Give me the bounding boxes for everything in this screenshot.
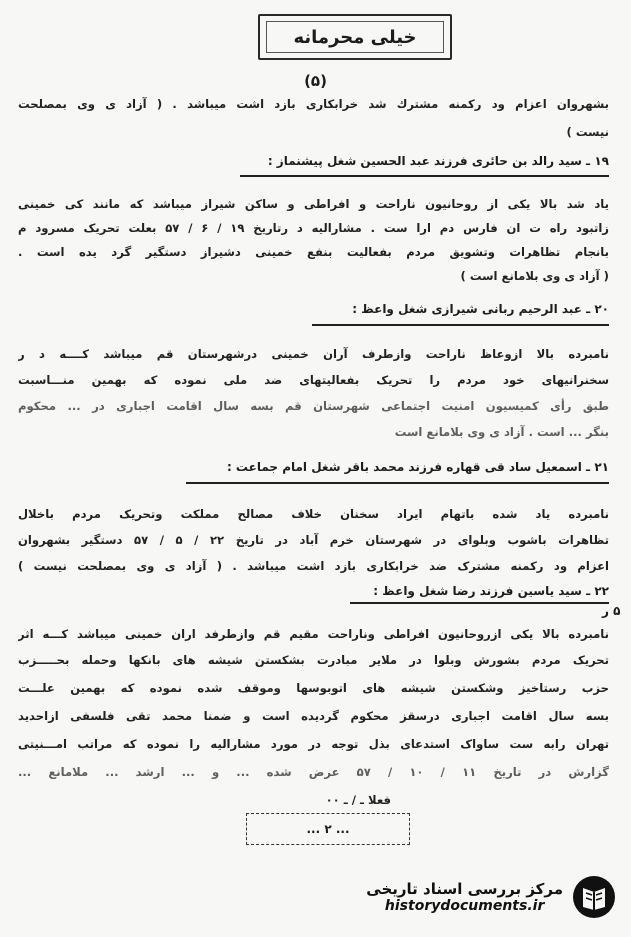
body-line: زاتبود راه ت ان فارس دم ارا ست . مشارالیه د رتاریخ ۱۹ / ۶ / ۵۷ بعلت تحریک مسرود م	[18, 221, 609, 235]
watermark-title: مرکز بررسی اسناد تاریخی	[366, 880, 563, 898]
watermark	[327, 871, 617, 923]
body-line: نامبرده بالا یکی ازروحانیون افراطی وناراحت مقیم قم وازطرفد اران خمینی میباشد کـــه اثر	[18, 627, 609, 641]
watermark-text	[366, 880, 563, 914]
body-line: حزب رستاخیز وشکستن شیشه های اتوبوسها وموقف شده نموده که بهمین علـــت	[18, 681, 609, 695]
body-line: ( آزاد ى وى بلامانع است )	[460, 269, 609, 283]
heading-underline	[186, 482, 609, 484]
body-line: فعلا ـ / ـ ۰۰	[325, 793, 391, 807]
body-line: تحریک مردم بشورش وبلوا در ملایر مبادرت بشکستن شیشه های بانکها وحمله بحـــــزب	[18, 653, 609, 667]
item-heading: ۱۹ ـ سید رالد بن حائری فرزند عبد الحسین شغل پیشنماز :	[267, 154, 609, 168]
body-line: اعزام ود رکمنه مشترک ضد خرابکاری بازد اشت میباشد . ( آزاد ی وی بمصلحت نیست )	[18, 559, 609, 573]
bottom-stamp-text: ... ۲ ...	[306, 822, 350, 836]
item-heading: ۲۰ ـ عبد الرحیم ربانی شیرازی شغل واعظ :	[352, 302, 609, 316]
bottom-stamp	[246, 813, 410, 845]
body-line: طبق رأی کمیسیون امنیت اجتماعی شهرستان قم بسه سال اقامت اجباری در ... محکوم	[18, 399, 609, 413]
heading-underline	[312, 324, 609, 326]
body-line: بانجام تظاهرات وتشویق مردم بفعالیت بنفع خمینی دشیراز دستگیر گرد یده است .	[18, 245, 609, 259]
body-line: نامبرده بالا ازوعاظ ناراحت وازطرف آران خمینی درشهرستان قم میباشد کــــه د ر	[18, 347, 609, 361]
body-line: سخنرانیهای خود مردم را تحریک بفعالیتهای ضد ملی نموده که بهمین منـــاسبت	[18, 373, 609, 387]
body-line: نامبرده یاد شده باتهام ایراد سخنان خلاف مصالح مملکت وتحریک مردم باخلال	[18, 507, 609, 521]
classification-stamp	[258, 14, 452, 60]
heading-underline	[350, 602, 609, 604]
body-line: تظاهرات باشوب وبلوای در شهرستان خرم آباد در تاریخ ۲۲ / ۵ / ۵۷ دستگیر بشهروان	[18, 533, 609, 547]
body-line: یاد شد بالا یکی از روحانیون ناراحت و افراطی و ساکن شیراز میباشد که مانند کی خمینی	[18, 197, 609, 211]
body-line: بسه سال اقامت اجباری درسقز محکوم گردیده است و ضمنا محمد تقی فلسفی ازاحدید	[18, 709, 609, 723]
watermark-url: historydocuments.ir	[384, 898, 545, 914]
item-heading: ۲۲ ـ سید یاسین فرزند رضا شغل واعظ :	[373, 584, 609, 598]
book-logo-icon	[571, 874, 617, 920]
body-line: بنگر ... است . آزاد ى وى بلامانع است	[394, 425, 609, 439]
body-line: بشهروان اعزام ود ركمنه مشترك شد خرابكارى بازد اشت ميباشد . ( آزاد ى وى بمصلحت	[18, 97, 609, 111]
classification-text: خیلی محرمانه	[266, 21, 444, 53]
margin-note: ۵ ر	[602, 604, 621, 618]
body-line: نيست )	[566, 125, 609, 139]
item-heading: ۲۱ ـ اسمعیل ساد قی قهاره فرزند محمد باقر شغل امام جماعت :	[226, 460, 609, 474]
body-line: تهران رابه ست ساواک استدعای بذل توجه در مورد مشارالیه را نموده که مراتب امـــنیتی	[18, 737, 609, 751]
heading-underline	[240, 175, 609, 177]
page-number: (۵)	[304, 72, 327, 90]
body-line: گزارش در تاریخ ۱۱ / ۱۰ / ۵۷ عرض شده ... و ... ارشد ... ملامانع ...	[18, 765, 609, 779]
